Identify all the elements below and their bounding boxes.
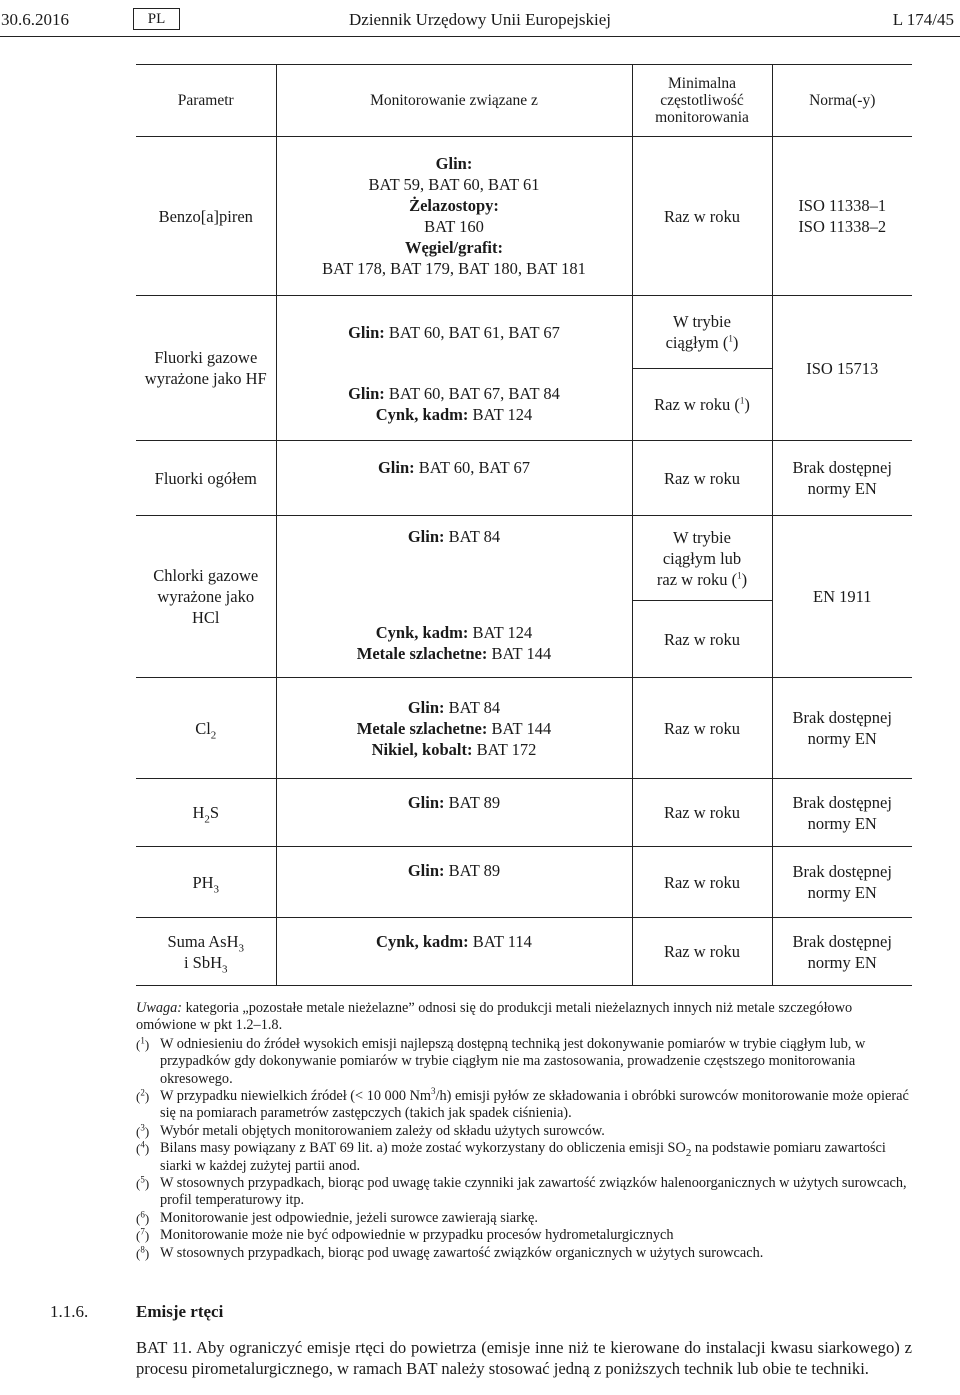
related-cell (276, 516, 632, 678)
sector-label: Glin: (407, 861, 445, 880)
footnote-text: Monitorowanie jest odpowiednie, jeżeli surowce zawierają siarkę. (160, 1209, 538, 1226)
norm-cell: Brak dostępnej normy EN (772, 918, 912, 986)
bat-refs: BAT 124 (472, 405, 533, 424)
footnote: ($^1$) W odniesieniu do źródeł wysokich emisji najlepszą dostępną techniką jest dokonywanie pomiarów w trybie ciągłym lub, w przypadków gdy dokonywanie pomiarów w trybie ciągłym nie ma zastosowania, prowadzenie częstszego monitorowania okresowego. (136, 1036, 912, 1088)
sector-label: Glin: (348, 322, 385, 342)
footnote: ($^8$) W stosownych przypadkach, biorąc pod uwagę zawartość związków organicznych w użytych surowcach. (136, 1245, 912, 1262)
table-row (136, 516, 912, 678)
col-header-related: Monitorowanie związane z (276, 65, 632, 137)
related-cell (276, 779, 632, 847)
frequency-cell: W trybie ciągłym ($^1$) Raz w roku ($^1$) (632, 296, 772, 441)
table-row (136, 137, 912, 296)
sector-label: Glin: (435, 154, 473, 173)
formula-subscript: 3 (213, 882, 220, 895)
monitoring-table (136, 64, 912, 986)
section-title: Emisje rtęci (136, 1302, 224, 1321)
footnote-number: 3 (140, 1122, 145, 1133)
frequency-cell: W trybie ciągłym lub raz w roku ($^1$) Raz w roku (632, 516, 772, 678)
table-row (136, 441, 912, 516)
related-cell (276, 137, 632, 296)
bat-refs: BAT 60, BAT 61, BAT 67 (388, 322, 560, 342)
frequency-text: W trybie ciągłym lub raz w roku (656, 527, 742, 589)
related-cell (276, 678, 632, 779)
table-row (136, 296, 912, 441)
bat-refs: BAT 124 (472, 623, 533, 642)
param-formula: Cl (195, 718, 211, 738)
bat-refs: BAT 60, BAT 67, BAT 84 (388, 384, 560, 403)
footnote: ($^3$) Wybór metali objętych monitorowaniem zależy od składu użytych surowców. (136, 1123, 912, 1140)
footnote-text: Monitorowanie może nie być odpowiednie w przypadku procesów hydrometalurgicznych (160, 1227, 674, 1244)
bat-refs: BAT 84 (448, 527, 501, 546)
sector-label: Węgiel/grafit: (404, 238, 504, 257)
bat-refs: BAT 114 (472, 932, 532, 951)
param-cell: Fluorki gazowe wyrażone jako HF (136, 296, 276, 441)
sector-label: Glin: (377, 458, 415, 477)
param-formula: H (192, 803, 205, 822)
footnote: ($^7$) Monitorowanie może nie być odpowiednie w przypadku procesów hydrometalurgicznych (136, 1227, 912, 1244)
param-cell (136, 779, 276, 847)
frequency-cell: Raz w roku (632, 779, 772, 847)
footnote-text: na podstawie pomiaru zawartości siarki w każdej zużytej partii anod. (160, 1140, 886, 1174)
journal-title: Dziennik Urzędowy Unii Europejskiej (349, 10, 612, 29)
sector-label: Glin: (407, 697, 445, 717)
norm-value: ISO 11338–1 (798, 196, 887, 215)
table-row (136, 779, 912, 847)
formula-subscript: 2 (685, 1147, 692, 1160)
bat-paragraph: BAT 11. Aby ograniczyć emisje rtęci do powietrza (emisje inne niż te kierowane do instalacji kwasu siarkowego) z procesu pirometalurgicznego, w ramach BAT należy stosować jedną z poniższych technik lub obie te techniki. (136, 1338, 912, 1378)
param-cell: Fluorki ogółem (136, 441, 276, 516)
footnote: ($^4$) Bilans masy powiązany z BAT 69 lit. a) może zostać wykorzystany do obliczenia emisji $SO_2$ na podstawie pomiaru zawartości siarki w każdej zużytej partii anod. (136, 1139, 886, 1174)
frequency-cell: Raz w roku (632, 847, 772, 918)
param-formula: Suma AsH (167, 931, 239, 951)
note-label: Uwaga: (136, 1000, 183, 1016)
footnote-number: 7 (140, 1226, 145, 1237)
sector-label: Żelazostopy: (409, 196, 499, 215)
sector-label: Nikiel, kobalt: (371, 739, 473, 759)
formula-subscript: 2 (204, 813, 210, 826)
bat-refs: BAT 89 (448, 861, 501, 880)
frequency-text: W trybie ciągłym (665, 312, 731, 352)
col-header-frequency: Minimalna częstotliwość monitorowania (632, 65, 772, 137)
footnote: ($^5$) W stosownych przypadkach, biorąc pod uwagę takie czynniki jak zawartość związków halenoorganicznych w użytych surowcach, profil temperaturowy itp. (136, 1175, 912, 1210)
bat-refs: BAT 60, BAT 67 (418, 458, 531, 477)
param-cell (136, 918, 276, 986)
param-formula: PH (192, 872, 214, 892)
page-number: L 174/45 (892, 10, 954, 29)
header-rule (0, 36, 960, 37)
param-cell: Benzo[a]piren (136, 137, 276, 296)
footnote-number: 6 (140, 1209, 145, 1220)
footnote-text: W stosownych przypadkach, biorąc pod uwagę takie czynniki jak zawartość związków halenoorganicznych w użytych surowcach, profil temperaturowy itp. (160, 1175, 907, 1209)
table-header-row (136, 65, 912, 137)
bat-refs: BAT 144 (491, 718, 552, 738)
frequency-cell: Raz w roku (632, 918, 772, 986)
footnote-ref: 1 (737, 570, 742, 580)
bat-refs: BAT 160 (424, 217, 484, 236)
bat-refs: BAT 178, BAT 179, BAT 180, BAT 181 (322, 259, 586, 278)
table-notes (136, 1000, 912, 1262)
param-cell: Chlorki gazowe wyrażone jako HCl (136, 516, 276, 678)
col-header-parameter: Parametr (136, 65, 276, 137)
footnote: ($^6$) Monitorowanie jest odpowiednie, jeżeli surowce zawierają siarkę. (136, 1210, 912, 1227)
unit-superscript: 3 (431, 1086, 436, 1097)
sector-label: Glin: (407, 793, 445, 812)
sector-label: Cynk, kadm: (375, 623, 469, 642)
formula-subscript: 2 (210, 728, 217, 741)
related-cell (276, 847, 632, 918)
frequency-cell: Raz w roku (632, 441, 772, 516)
norm-cell: ISO 15713 (772, 296, 912, 441)
norm-cell (772, 137, 912, 296)
frequency-cell: Raz w roku (632, 678, 772, 779)
related-cell (276, 918, 632, 986)
related-cell (276, 441, 632, 516)
footnote-number: 2 (140, 1087, 145, 1098)
col-header-norm: Norma(-y) (772, 65, 912, 137)
formula-subscript: 3 (238, 941, 245, 954)
sector-label: Glin: (407, 527, 445, 546)
footnote-text: W odniesieniu do źródeł wysokich emisji najlepszą dostępną techniką jest dokonywanie pomiarów w trybie ciągłym lub, w przypadków gdy dokonywanie pomiarów w trybie ciągłym nie ma zastosowania, prowadzenie częstszego monitorowania okresowego. (160, 1035, 866, 1087)
related-cell (276, 296, 632, 441)
norm-cell: EN 1911 (772, 516, 912, 678)
frequency-text: Raz w roku (654, 395, 731, 414)
bat-refs: BAT 144 (491, 644, 552, 663)
norm-cell: Brak dostępnej normy EN (772, 779, 912, 847)
norm-cell: Brak dostępnej normy EN (772, 441, 912, 516)
norm-value: ISO 11338–2 (798, 217, 887, 236)
sector-label: Cynk, kadm: (376, 932, 469, 951)
footnote-ref: 1 (739, 395, 745, 406)
footnote: ($^2$) W przypadku niewielkich źródeł (< 10 000 Nm$^3$/h) emisji pyłów ze składowania i obróbki surowców monitorowanie może opierać się na pomiarach parametrów zastępczych (takich jak spadek ciśnienia). (136, 1086, 909, 1122)
sector-label: Metale szlachetne: (356, 718, 488, 738)
norm-cell: Brak dostępnej normy EN (772, 847, 912, 918)
param-formula: S (209, 803, 220, 822)
param-formula: i SbH (183, 952, 223, 972)
footnote-number: 8 (140, 1244, 145, 1255)
norm-cell: Brak dostępnej normy EN (772, 678, 912, 779)
footnote-text: Bilans masy powiązany z BAT 69 lit. a) może zostać wykorzystany do obliczenia emisji SO (160, 1140, 686, 1157)
sector-label: Cynk, kadm: (375, 405, 469, 424)
bat-refs: BAT 84 (448, 697, 501, 717)
footnote-text: W przypadku niewielkich źródeł (< 10 000 Nm (160, 1088, 432, 1105)
footnote-number: 1 (140, 1035, 145, 1046)
bat-refs: BAT 89 (448, 793, 501, 812)
language-badge: PL (133, 8, 180, 30)
sector-label: Metale szlachetne: (356, 644, 488, 663)
section-number: 1.1.6. (50, 1302, 89, 1321)
frequency-text: Raz w roku (663, 629, 741, 649)
footnote-text: Wybór metali objętych monitorowaniem zależy od składu użytych surowców. (160, 1122, 605, 1139)
footnote-number: 5 (140, 1174, 145, 1185)
note-uwaga (136, 1000, 912, 1035)
param-cell (136, 678, 276, 779)
page-header (0, 8, 960, 34)
footnote-ref: 1 (728, 333, 733, 344)
publication-date: 30.6.2016 (1, 10, 69, 29)
footnote-number: 4 (140, 1139, 145, 1150)
bat-refs: BAT 172 (476, 739, 537, 759)
frequency-cell: Raz w roku (632, 137, 772, 296)
param-cell (136, 847, 276, 918)
formula-subscript: 3 (222, 962, 228, 975)
footnote-text: /h) emisji pyłów ze składowania i obróbki surowców monitorowanie może opierać się na pomiarach parametrów zastępczych (takich jak spadek ciśnienia). (160, 1088, 909, 1122)
footnote-text: W stosownych przypadkach, biorąc pod uwagę zawartość związków organicznych w użytych surowcach. (160, 1244, 764, 1261)
table-row (136, 918, 912, 986)
table-row (136, 847, 912, 918)
note-text: kategoria „pozostałe metale nieżelazne” odnosi się do produkcji metali nieżelaznych innych niż metale szczegółowo omówione w pkt 1.2–1.8. (136, 1000, 853, 1034)
bat-refs: BAT 59, BAT 60, BAT 61 (368, 175, 540, 194)
sector-label: Glin: (348, 384, 385, 403)
table-row (136, 678, 912, 779)
